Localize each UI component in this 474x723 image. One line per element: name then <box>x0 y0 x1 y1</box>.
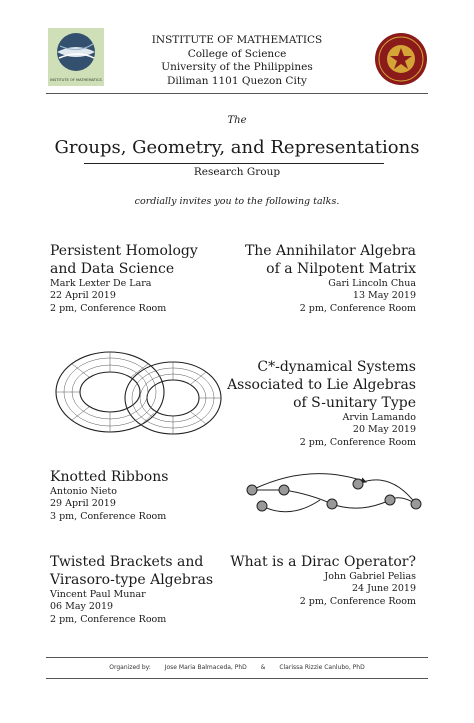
talk-place: 3 pm, Conference Room <box>50 510 167 522</box>
footer-divider-top <box>46 657 428 658</box>
footer-divider-bottom <box>46 678 428 679</box>
talk-speaker: Vincent Paul Munar <box>50 589 146 600</box>
talk-place: 2 pm, Conference Room <box>299 436 416 448</box>
talk-speaker: John Gabriel Pelias <box>324 571 416 582</box>
footer-label: Organized by: <box>109 664 151 671</box>
talk-title: and Data Science <box>50 261 175 277</box>
organizer-1: Jose Maria Balmaceda, PhD <box>164 664 247 671</box>
talk-title: The Annihilator Algebra <box>244 243 416 259</box>
organizer-2: Clarissa Rizzie Canlubo, PhD <box>279 664 365 671</box>
talk-title: C*-dynamical Systems <box>257 359 416 375</box>
title-underline <box>84 163 384 164</box>
talk-title: Virasoro-type Algebras <box>50 572 214 588</box>
page-subtitle: Research Group <box>193 166 281 178</box>
talk-date: 24 June 2019 <box>352 583 416 595</box>
knotted-torus-illustration <box>48 340 228 454</box>
logo-caption: INSTITUTE OF MATHEMATICS <box>50 78 102 82</box>
quiver-graph-illustration <box>240 464 426 524</box>
footer-ampersand: & <box>260 664 266 671</box>
header-line-3: University of the Philippines <box>161 61 313 73</box>
talk-c-star-dynamical-systems <box>227 358 416 449</box>
talk-speaker: Gari Lincoln Chua <box>328 278 416 289</box>
talk-date: 20 May 2019 <box>352 424 416 436</box>
header-line-1: INSTITUTE OF MATHEMATICS <box>151 34 323 46</box>
talk-date: 13 May 2019 <box>352 290 416 302</box>
talk-place: 2 pm, Conference Room <box>50 302 167 314</box>
header-line-4: Diliman 1101 Quezon City <box>167 74 307 87</box>
talk-date: 29 April 2019 <box>50 498 116 510</box>
talk-date: 06 May 2019 <box>50 601 114 613</box>
talk-title: of S-unitary Type <box>293 395 416 411</box>
page-title: Groups, Geometry, and Representations <box>54 137 420 158</box>
talk-place: 2 pm, Conference Room <box>50 613 167 625</box>
talk-title: Associated to Lie Algebras <box>227 377 416 393</box>
talk-place: 2 pm, Conference Room <box>299 302 416 314</box>
talk-title: What is a Dirac Operator? <box>230 554 416 570</box>
talk-persistent-homology <box>50 242 198 315</box>
talk-title: Persistent Homology <box>50 243 198 259</box>
talk-knotted-ribbons <box>50 468 168 523</box>
institution-header <box>130 34 344 88</box>
talk-title: of a Nilpotent Matrix <box>266 261 416 277</box>
talk-speaker: Antonio Nieto <box>50 486 117 497</box>
header-line-2: College of Science <box>187 47 287 60</box>
invitation-line: cordially invites you to the following talks. <box>134 196 340 207</box>
talk-place: 2 pm, Conference Room <box>299 595 416 607</box>
talk-title: Knotted Ribbons <box>50 469 169 485</box>
talk-dirac-operator <box>230 553 416 608</box>
talk-speaker: Arvin Lamando <box>342 412 416 423</box>
footer-organizers <box>46 664 428 671</box>
institute-logo <box>48 28 104 86</box>
talk-date: 22 April 2019 <box>50 290 116 302</box>
talk-title: Twisted Brackets and <box>50 554 204 570</box>
talk-annihilator-algebra <box>245 242 416 315</box>
university-seal <box>374 32 428 86</box>
intro-word: The <box>227 115 247 126</box>
talk-twisted-brackets <box>50 553 213 626</box>
header-divider <box>46 93 428 94</box>
talk-speaker: Mark Lexter De Lara <box>50 278 152 289</box>
